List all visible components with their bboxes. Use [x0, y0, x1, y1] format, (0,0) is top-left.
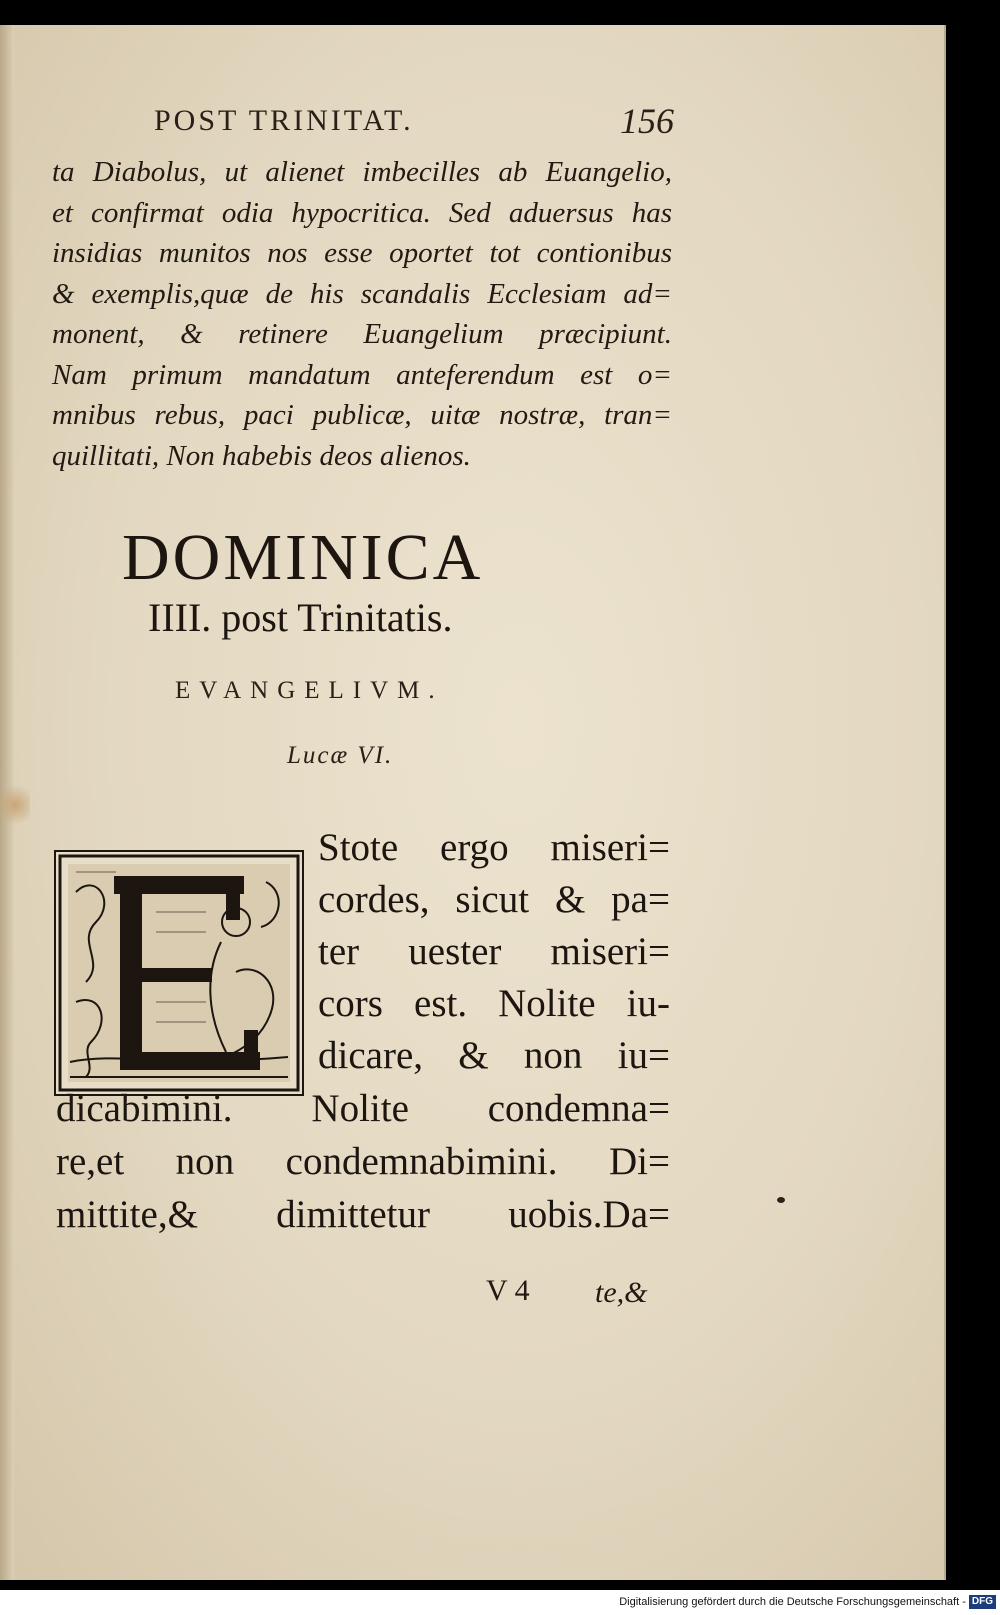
heading-sub: IIII. post Trinitatis.: [148, 595, 453, 640]
digitization-footer: [0, 1590, 1000, 1615]
text-line: monent, & retinere Euangelium præcipiunt.: [52, 318, 672, 350]
running-head-title: POST TRINITAT.: [154, 104, 414, 137]
ink-spot: [777, 1197, 785, 1203]
text-line: re,et non condemnabimini. Di=: [56, 1140, 670, 1183]
gospel-text-wide: [56, 1082, 670, 1241]
text-line: et confirmat odia hypocritica. Sed aduersus has: [52, 196, 672, 229]
text-line: quillitati, Non habebis deos alienos.: [52, 439, 471, 472]
running-head: [154, 101, 674, 141]
text-line: mnibus rebus, paci publicæ, uitæ nostræ, tran=: [52, 399, 672, 431]
woodcut-initial-icon: [54, 850, 304, 1096]
text-line: ta Diabolus, ut alienet imbecilles ab Euangelio,: [52, 156, 672, 188]
text-line: mittite,& dimittetur uobis.Da=: [56, 1193, 670, 1236]
text-line: dicare, & non iu=: [318, 1034, 670, 1077]
dfg-logo: DFG: [969, 1595, 996, 1609]
text-line: cors est. Nolite iu-: [318, 982, 670, 1025]
text-line: Nam primum mandatum anteferendum est o=: [52, 358, 672, 391]
text-line: cordes, sicut & pa=: [318, 878, 670, 921]
paper-stain: [0, 780, 30, 830]
text-line: Stote ergo miseri=: [318, 826, 670, 869]
footer-text: Digitalisierung gefördert durch die Deutsche Forschungsgemeinschaft -: [619, 1596, 966, 1608]
page-number: 156: [620, 101, 674, 141]
scripture-reference: Lucæ VI.: [287, 742, 394, 769]
text-line: ter uester miseri=: [318, 930, 670, 973]
text-line: & exemplis,quæ de his scandalis Ecclesiam ad=: [52, 277, 672, 310]
text-line: dicabimini. Nolite condemna=: [56, 1087, 670, 1130]
gospel-text-narrow: [318, 822, 670, 1082]
section-label: EVANGELIVM.: [175, 677, 444, 704]
italic-paragraph: [52, 152, 672, 476]
text-line: insidias munitos nos esse oportet tot contionibus: [52, 237, 672, 269]
catchword: te,&: [595, 1276, 648, 1309]
heading-main: DOMINICA: [122, 521, 484, 594]
signature-mark: V 4: [486, 1274, 530, 1307]
